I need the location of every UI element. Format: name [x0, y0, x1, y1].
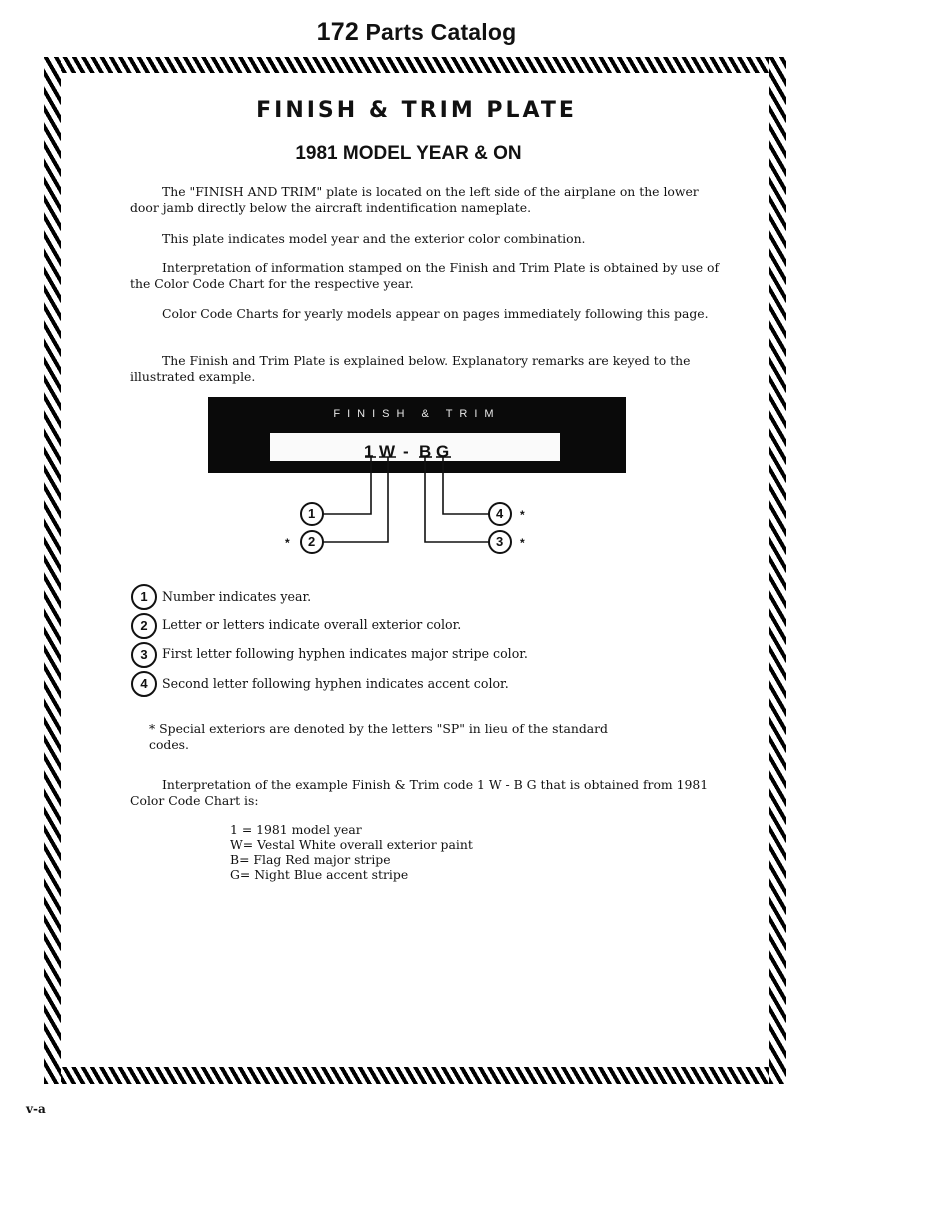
callout-lines-diagram: [0, 0, 935, 600]
legend-text-1: Number indicates year.: [162, 589, 312, 604]
asterisk-callout-3: *: [520, 536, 525, 550]
interpretation-intro: Interpretation of the example Finish & Trim code 1 W - B G that is obtained from 1981 Color Code Chart is:: [130, 777, 709, 808]
page-number-label: v-a: [26, 1102, 46, 1116]
section-title: FINISH & TRIM PLATE: [256, 98, 577, 123]
legend-number-3: 3: [131, 642, 157, 668]
interpretation-line-stripe: B= Flag Red major stripe: [230, 852, 391, 867]
legend-number-1: 1: [131, 584, 157, 610]
interpretation-line-exterior: W= Vestal White overall exterior paint: [230, 837, 473, 852]
paragraph-indicates: This plate indicates model year and the exterior color combination.: [162, 231, 586, 246]
special-exteriors-note: [149, 721, 619, 753]
code-char-accent: G: [436, 442, 450, 461]
interpretation-line-year: 1 = 1981 model year: [230, 822, 362, 837]
code-char-hyphen: -: [403, 442, 409, 461]
diagram-callout-3: 3: [496, 534, 504, 549]
code-char-exterior: W: [379, 442, 396, 461]
diagram-callout-2: 2: [308, 534, 316, 549]
paragraph-explained-below: The Finish and Trim Plate is explained below. Explanatory remarks are keyed to the illustrated example.: [130, 353, 691, 384]
plate-label: FINISH & TRIM: [333, 408, 501, 420]
code-char-stripe: B: [419, 442, 432, 461]
asterisk-callout-4: *: [520, 508, 525, 522]
legend-text-4: Second letter following hyphen indicates accent color.: [162, 676, 509, 691]
catalog-title: Parts Catalog: [365, 19, 517, 45]
legend-text-2: Letter or letters indicate overall exterior color.: [162, 617, 462, 632]
catalog-number: 172: [316, 18, 359, 46]
legend-number-4: 4: [131, 671, 157, 697]
diagram-callout-4: 4: [496, 506, 504, 521]
legend-number-2: 2: [131, 613, 157, 639]
legend-text-3: First letter following hyphen indicates major stripe color.: [162, 646, 528, 661]
note-text: Special exteriors are denoted by the letters "SP" in lieu of the standard codes.: [149, 721, 608, 752]
asterisk-callout-2: *: [285, 536, 290, 550]
frame-bottom-border: [44, 1067, 786, 1084]
paragraph-interpretation: Interpretation of information stamped on the Finish and Trim Plate is obtained by use of the Color Code Chart for the respective year.: [130, 260, 720, 291]
section-subtitle: 1981 MODEL YEAR & ON: [295, 143, 522, 164]
paragraph-location: The "FINISH AND TRIM" plate is located on the left side of the airplane on the lower door jamb directly below the aircraft indentification nameplate.: [130, 184, 699, 215]
paragraph-color-code-charts: Color Code Charts for yearly models appear on pages immediately following this page.: [162, 306, 709, 321]
diagram-callout-1: 1: [308, 506, 316, 521]
note-asterisk: *: [149, 721, 156, 736]
code-char-year: 1: [364, 442, 374, 461]
interpretation-line-accent: G= Night Blue accent stripe: [230, 867, 409, 882]
